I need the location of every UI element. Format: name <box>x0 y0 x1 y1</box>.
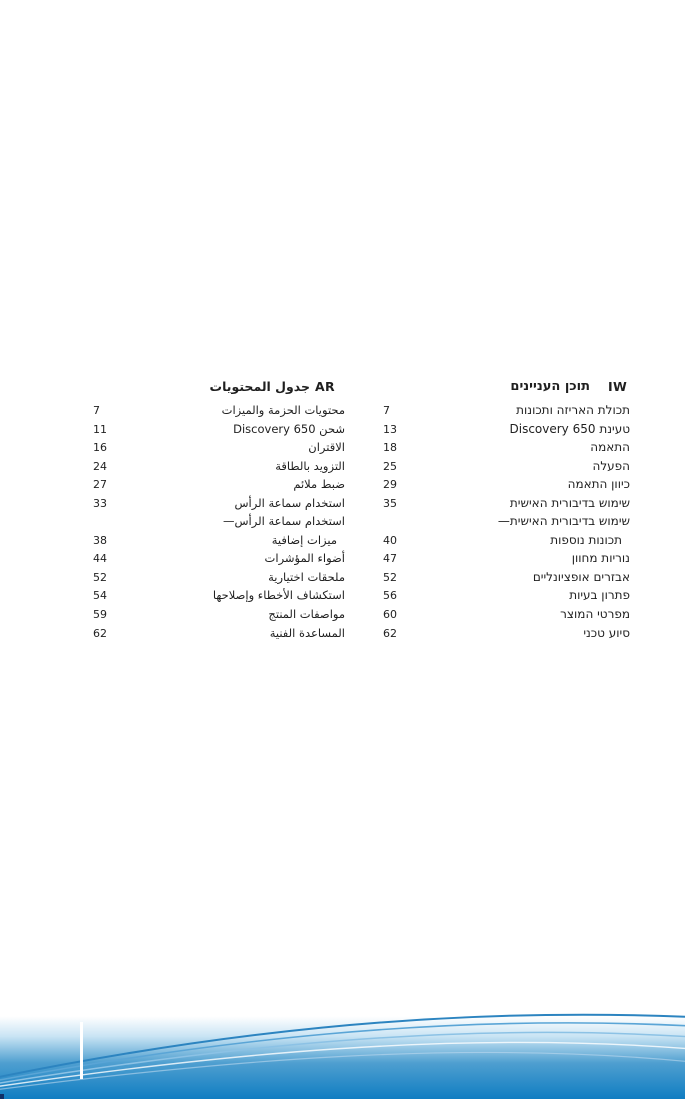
toc-entry-row <box>93 549 345 568</box>
toc-entry-label: תכונות נוספות <box>550 532 622 547</box>
toc-entry-label: ضبط ملائم <box>293 477 345 492</box>
toc-entry-page-number: 7 <box>93 404 100 417</box>
toc-arabic <box>93 379 345 642</box>
toc-entry-page-number: 44 <box>93 552 107 566</box>
toc-entry-label: שימוש בדיבורית האישית <box>509 495 630 510</box>
toc-entry-row <box>93 457 345 476</box>
toc-entry-label: פתרון בעיות <box>569 588 630 603</box>
toc-entry-row <box>93 586 345 605</box>
toc-entry-page-number: 24 <box>93 459 107 473</box>
toc-entry-label: مواصفات المنتج <box>268 607 345 622</box>
toc-entry-label: محتويات الحزمة والميزات <box>221 403 345 417</box>
toc-entry-page-number: 7 <box>383 404 390 417</box>
toc-entry-row <box>383 457 630 476</box>
toc-entry-row <box>383 624 630 643</box>
toc-entry-row <box>93 624 345 643</box>
toc-entry-row <box>93 420 345 439</box>
toc-entry-label: ميزات إضافية <box>271 532 337 547</box>
toc-entry-row <box>93 531 345 550</box>
toc-hebrew-header <box>383 379 630 395</box>
toc-entry-label: استخدام سماعة الرأس— <box>223 514 345 529</box>
toc-entry-label: أضواء المؤشرات <box>264 551 345 566</box>
toc-entry-page-number: 16 <box>93 441 107 455</box>
toc-entry-row <box>383 531 630 550</box>
toc-hebrew <box>383 379 630 642</box>
toc-entry-row <box>383 549 630 568</box>
toc-entry-label: טעינת Discovery 650 <box>509 421 630 436</box>
toc-entry-row <box>93 605 345 624</box>
toc-entry-page-number: 11 <box>93 422 107 436</box>
toc-entry-page-number: 29 <box>383 478 397 492</box>
corner-registration-mark <box>0 1094 4 1099</box>
toc-entry-page-number: 38 <box>93 533 107 547</box>
toc-hebrew-rows <box>383 401 630 642</box>
toc-entry-label: תכולת האריזה ותכונות <box>516 403 630 417</box>
toc-entry-page-number: 52 <box>383 570 397 584</box>
toc-entry-row <box>383 586 630 605</box>
toc-entry-row <box>383 605 630 624</box>
toc-entry-page-number: 25 <box>383 459 397 473</box>
toc-hebrew-title: תוכן העניינים <box>510 379 590 394</box>
toc-entry-page-number: 13 <box>383 422 397 436</box>
toc-entry-page-number: 27 <box>93 478 107 492</box>
language-code-ar: AR <box>315 379 335 394</box>
toc-entry-row <box>383 401 630 420</box>
toc-entry-label: استخدام سماعة الرأس <box>234 495 345 510</box>
toc-entry-page-number: 18 <box>383 441 397 455</box>
toc-entry-label: الاقتران <box>308 440 345 455</box>
toc-entry-label: شحن Discovery 650 <box>233 421 345 436</box>
toc-entry-page-number: 33 <box>93 496 107 510</box>
footer-gradient-band <box>0 1004 685 1099</box>
toc-entry-row <box>383 475 630 494</box>
toc-entry-page-number: 35 <box>383 496 397 510</box>
toc-entry-page-number: 62 <box>383 626 397 640</box>
toc-entry-label: הפעלה <box>592 458 630 473</box>
toc-entry-label: נוריות מחוון <box>571 551 630 566</box>
toc-entry-page-number: 62 <box>93 626 107 640</box>
language-code-iw: IW <box>608 379 628 394</box>
toc-entry-page-number: 59 <box>93 608 107 622</box>
toc-entry-page-number: 52 <box>93 570 107 584</box>
toc-entry-label: אבזרים אופציונליים <box>532 569 630 584</box>
toc-arabic-title: جدول المحتويات <box>209 379 310 394</box>
toc-entry-page-number: 60 <box>383 608 397 622</box>
toc-entry-row <box>93 512 345 531</box>
toc-entry-row <box>383 568 630 587</box>
toc-entry-label: סיוע טכני <box>583 625 630 640</box>
toc-entry-row <box>93 568 345 587</box>
toc-arabic-header <box>93 379 345 395</box>
toc-entry-label: כיוון התאמה <box>567 477 630 492</box>
toc-entry-row <box>383 494 630 513</box>
toc-entry-label: מפרטי המוצר <box>560 607 630 622</box>
toc-entry-page-number: 56 <box>383 589 397 603</box>
toc-entry-label: שימוש בדיבורית האישית— <box>497 514 630 529</box>
fold-tick-mark <box>80 1022 83 1079</box>
toc-entry-page-number: 40 <box>383 533 397 547</box>
toc-entry-page-number: 47 <box>383 552 397 566</box>
toc-entry-row <box>93 401 345 420</box>
footer-wave-graphic <box>0 1004 685 1099</box>
toc-entry-row <box>383 438 630 457</box>
toc-entry-row <box>383 512 630 531</box>
toc-entry-label: المساعدة الفنية <box>269 625 345 640</box>
toc-entry-label: استكشاف الأخطاء وإصلاحها <box>212 588 345 603</box>
toc-entry-row <box>93 494 345 513</box>
toc-entry-page-number: 54 <box>93 589 107 603</box>
toc-entry-label: התאמה <box>590 440 630 455</box>
toc-entry-label: التزويد بالطاقة <box>275 458 345 473</box>
toc-entry-row <box>93 438 345 457</box>
toc-arabic-rows <box>93 401 345 642</box>
toc-entry-row <box>93 475 345 494</box>
toc-entry-label: ملحقات اختيارية <box>268 569 345 584</box>
toc-entry-row <box>383 420 630 439</box>
